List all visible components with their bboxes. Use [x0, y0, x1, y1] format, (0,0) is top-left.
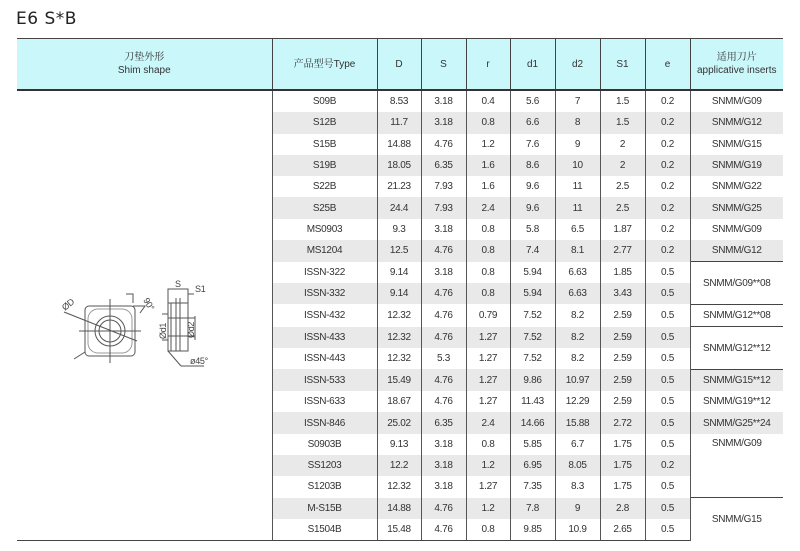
S-cell: 4.76 — [421, 327, 466, 348]
S-cell: 4.76 — [421, 134, 466, 155]
e-cell: 0.5 — [645, 412, 690, 433]
type-cell: M-S15B — [272, 498, 377, 519]
D-cell: 14.88 — [377, 134, 421, 155]
S-cell: 5.3 — [421, 348, 466, 369]
S1-cell: 2.59 — [600, 391, 645, 412]
d1-cell: 6.6 — [510, 112, 555, 133]
d2-cell: 8.3 — [555, 476, 600, 497]
S1-cell: 1.75 — [600, 455, 645, 476]
e-cell: 0.2 — [645, 197, 690, 218]
D-cell: 12.32 — [377, 327, 421, 348]
e-cell: 0.2 — [645, 176, 690, 197]
S-cell: 6.35 — [421, 412, 466, 433]
shim-spec-table — [17, 38, 783, 541]
D-cell: 11.7 — [377, 112, 421, 133]
e-cell: 0.2 — [645, 155, 690, 176]
r-cell: 1.27 — [466, 327, 510, 348]
d2-cell: 9 — [555, 134, 600, 155]
e-cell: 0.5 — [645, 391, 690, 412]
r-cell: 0.8 — [466, 112, 510, 133]
r-cell: 1.2 — [466, 455, 510, 476]
S-cell: 3.18 — [421, 476, 466, 497]
e-cell: 0.5 — [645, 434, 690, 455]
applicative-insert-cell: SNMM/G15 — [690, 498, 783, 541]
e-cell: 0.2 — [645, 90, 690, 112]
r-cell: 2.4 — [466, 197, 510, 218]
D-cell: 12.2 — [377, 455, 421, 476]
d1-cell: 6.95 — [510, 455, 555, 476]
S-cell: 3.18 — [421, 455, 466, 476]
S1-cell: 2.59 — [600, 369, 645, 391]
d1-cell: 9.86 — [510, 369, 555, 391]
r-cell: 1.27 — [466, 391, 510, 412]
e-cell: 0.2 — [645, 240, 690, 262]
S1-cell: 1.87 — [600, 219, 645, 240]
applicative-insert-cell: SNMM/G09 — [690, 434, 783, 498]
S1-cell: 1.5 — [600, 90, 645, 112]
e-cell: 0.5 — [645, 327, 690, 348]
svg-text:ØD: ØD — [60, 296, 77, 313]
r-cell: 0.8 — [466, 434, 510, 455]
applicative-insert-cell: SNMM/G25 — [690, 197, 783, 218]
header-S: S — [421, 39, 466, 91]
S1-cell: 2.65 — [600, 519, 645, 541]
S1-cell: 2 — [600, 155, 645, 176]
d1-cell: 7.52 — [510, 304, 555, 326]
e-cell: 0.5 — [645, 498, 690, 519]
r-cell: 1.2 — [466, 134, 510, 155]
applicative-insert-cell: SNMM/G09 — [690, 90, 783, 112]
applicative-insert-cell: SNMM/G19**12 — [690, 391, 783, 412]
e-cell: 0.5 — [645, 304, 690, 326]
D-cell: 9.14 — [377, 262, 421, 283]
e-cell: 0.5 — [645, 519, 690, 541]
S-cell: 4.76 — [421, 240, 466, 262]
D-cell: 25.02 — [377, 412, 421, 433]
e-cell: 0.5 — [645, 348, 690, 369]
header-d1: d1 — [510, 39, 555, 91]
r-cell: 0.79 — [466, 304, 510, 326]
S-cell: 3.18 — [421, 434, 466, 455]
d1-cell: 7.52 — [510, 327, 555, 348]
S1-cell: 1.5 — [600, 112, 645, 133]
d2-cell: 6.63 — [555, 262, 600, 283]
S1-cell: 3.43 — [600, 283, 645, 304]
D-cell: 8.53 — [377, 90, 421, 112]
S-cell: 4.76 — [421, 283, 466, 304]
D-cell: 12.32 — [377, 304, 421, 326]
d2-cell: 8.2 — [555, 327, 600, 348]
type-cell: S25B — [272, 197, 377, 218]
applicative-insert-cell: SNMM/G15 — [690, 134, 783, 155]
svg-text:S1: S1 — [195, 283, 206, 294]
d1-cell: 7.4 — [510, 240, 555, 262]
shim-shape-diagram-icon — [44, 256, 244, 376]
S1-cell: 1.75 — [600, 434, 645, 455]
applicative-insert-cell: SNMM/G12 — [690, 240, 783, 262]
type-cell: MS1204 — [272, 240, 377, 262]
applicative-insert-cell: SNMM/G12 — [690, 112, 783, 133]
d2-cell: 9 — [555, 498, 600, 519]
d1-cell: 7.8 — [510, 498, 555, 519]
d2-cell: 10 — [555, 155, 600, 176]
r-cell: 0.8 — [466, 283, 510, 304]
d2-cell: 8.05 — [555, 455, 600, 476]
r-cell: 1.6 — [466, 155, 510, 176]
header-e: e — [645, 39, 690, 91]
S-cell: 4.76 — [421, 304, 466, 326]
r-cell: 1.2 — [466, 498, 510, 519]
d2-cell: 6.5 — [555, 219, 600, 240]
e-cell: 0.5 — [645, 476, 690, 497]
svg-text:ø45°: ø45° — [190, 355, 209, 366]
e-cell: 0.2 — [645, 134, 690, 155]
S1-cell: 2.72 — [600, 412, 645, 433]
type-cell: ISSN-322 — [272, 262, 377, 283]
D-cell: 14.88 — [377, 498, 421, 519]
d1-cell: 5.6 — [510, 90, 555, 112]
S-cell: 4.76 — [421, 369, 466, 391]
r-cell: 0.8 — [466, 519, 510, 541]
S1-cell: 2.77 — [600, 240, 645, 262]
type-cell: ISSN-433 — [272, 327, 377, 348]
svg-text:S: S — [175, 278, 181, 289]
D-cell: 18.05 — [377, 155, 421, 176]
e-cell: 0.5 — [645, 262, 690, 283]
S1-cell: 1.85 — [600, 262, 645, 283]
S-cell: 6.35 — [421, 155, 466, 176]
r-cell: 1.6 — [466, 176, 510, 197]
D-cell: 12.5 — [377, 240, 421, 262]
type-cell: S15B — [272, 134, 377, 155]
applicative-insert-cell: SNMM/G09 — [690, 219, 783, 240]
S-cell: 3.18 — [421, 112, 466, 133]
d1-cell: 7.52 — [510, 348, 555, 369]
header-S1: S1 — [600, 39, 645, 91]
d2-cell: 7 — [555, 90, 600, 112]
r-cell: 2.4 — [466, 412, 510, 433]
svg-text:Ød1: Ød1 — [158, 322, 169, 339]
type-cell: S12B — [272, 112, 377, 133]
type-cell: S0903B — [272, 434, 377, 455]
applicative-insert-cell: SNMM/G15**12 — [690, 369, 783, 391]
S1-cell: 2.59 — [600, 304, 645, 326]
e-cell: 0.5 — [645, 369, 690, 391]
S-cell: 7.93 — [421, 197, 466, 218]
d1-cell: 8.6 — [510, 155, 555, 176]
svg-text:Ød2: Ød2 — [186, 321, 197, 338]
r-cell: 1.27 — [466, 348, 510, 369]
D-cell: 24.4 — [377, 197, 421, 218]
d2-cell: 10.9 — [555, 519, 600, 541]
type-cell: S22B — [272, 176, 377, 197]
S-cell: 3.18 — [421, 262, 466, 283]
S1-cell: 2 — [600, 134, 645, 155]
e-cell: 0.2 — [645, 219, 690, 240]
type-cell: SS1203 — [272, 455, 377, 476]
S-cell: 4.76 — [421, 519, 466, 541]
d1-cell: 7.35 — [510, 476, 555, 497]
d2-cell: 11 — [555, 176, 600, 197]
e-cell: 0.2 — [645, 112, 690, 133]
D-cell: 15.49 — [377, 369, 421, 391]
d2-cell: 6.7 — [555, 434, 600, 455]
r-cell: 0.8 — [466, 262, 510, 283]
S-cell: 7.93 — [421, 176, 466, 197]
type-cell: S09B — [272, 90, 377, 112]
type-cell: S19B — [272, 155, 377, 176]
header-type: 产品型号Type — [272, 39, 377, 91]
d1-cell: 11.43 — [510, 391, 555, 412]
d2-cell: 8.2 — [555, 348, 600, 369]
type-cell: ISSN-846 — [272, 412, 377, 433]
S-cell: 3.18 — [421, 90, 466, 112]
D-cell: 15.48 — [377, 519, 421, 541]
d2-cell: 10.97 — [555, 369, 600, 391]
applicative-insert-cell: SNMM/G12**12 — [690, 327, 783, 370]
header-D: D — [377, 39, 421, 91]
type-cell: ISSN-533 — [272, 369, 377, 391]
d1-cell: 7.6 — [510, 134, 555, 155]
type-cell: S1504B — [272, 519, 377, 541]
d2-cell: 8 — [555, 112, 600, 133]
shim-shape-cell — [17, 90, 272, 541]
D-cell: 9.3 — [377, 219, 421, 240]
S-cell: 4.76 — [421, 498, 466, 519]
d2-cell: 8.2 — [555, 304, 600, 326]
e-cell: 0.5 — [645, 283, 690, 304]
header-d2: d2 — [555, 39, 600, 91]
S1-cell: 2.59 — [600, 327, 645, 348]
S1-cell: 2.59 — [600, 348, 645, 369]
D-cell: 9.14 — [377, 283, 421, 304]
r-cell: 1.27 — [466, 369, 510, 391]
r-cell: 1.27 — [466, 476, 510, 497]
D-cell: 18.67 — [377, 391, 421, 412]
S1-cell: 1.75 — [600, 476, 645, 497]
d1-cell: 9.6 — [510, 176, 555, 197]
type-cell: ISSN-332 — [272, 283, 377, 304]
table-row — [17, 90, 783, 112]
d1-cell: 5.94 — [510, 262, 555, 283]
r-cell: 0.4 — [466, 90, 510, 112]
applicative-insert-cell: SNMM/G09**08 — [690, 262, 783, 305]
page-title: E6 S*B — [16, 9, 77, 29]
r-cell: 0.8 — [466, 240, 510, 262]
d1-cell: 5.8 — [510, 219, 555, 240]
S1-cell: 2.5 — [600, 176, 645, 197]
D-cell: 9.13 — [377, 434, 421, 455]
type-cell: S1203B — [272, 476, 377, 497]
S-cell: 3.18 — [421, 219, 466, 240]
d2-cell: 8.1 — [555, 240, 600, 262]
S1-cell: 2.8 — [600, 498, 645, 519]
d1-cell: 9.85 — [510, 519, 555, 541]
d2-cell: 11 — [555, 197, 600, 218]
type-cell: MS0903 — [272, 219, 377, 240]
D-cell: 12.32 — [377, 348, 421, 369]
header-r: r — [466, 39, 510, 91]
D-cell: 21.23 — [377, 176, 421, 197]
applicative-insert-cell: SNMM/G12**08 — [690, 304, 783, 326]
d1-cell: 5.94 — [510, 283, 555, 304]
svg-text:90°: 90° — [141, 295, 157, 312]
S-cell: 4.76 — [421, 391, 466, 412]
d2-cell: 15.88 — [555, 412, 600, 433]
header-shim-shape: 刀垫外形 Shim shape — [17, 39, 272, 91]
applicative-insert-cell: SNMM/G25**24 — [690, 412, 783, 433]
d1-cell: 5.85 — [510, 434, 555, 455]
d2-cell: 12.29 — [555, 391, 600, 412]
d1-cell: 9.6 — [510, 197, 555, 218]
r-cell: 0.8 — [466, 219, 510, 240]
type-cell: ISSN-443 — [272, 348, 377, 369]
applicative-insert-cell: SNMM/G22 — [690, 176, 783, 197]
D-cell: 12.32 — [377, 476, 421, 497]
header-row — [17, 39, 783, 91]
d1-cell: 14.66 — [510, 412, 555, 433]
header-inserts: 适用刀片 applicative inserts — [690, 39, 783, 91]
type-cell: ISSN-432 — [272, 304, 377, 326]
S1-cell: 2.5 — [600, 197, 645, 218]
type-cell: ISSN-633 — [272, 391, 377, 412]
applicative-insert-cell: SNMM/G19 — [690, 155, 783, 176]
d2-cell: 6.63 — [555, 283, 600, 304]
e-cell: 0.2 — [645, 455, 690, 476]
